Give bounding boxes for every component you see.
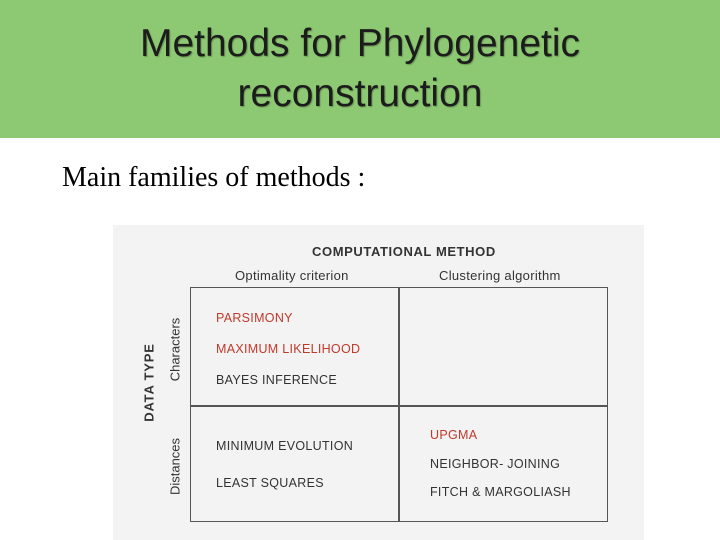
methods-figure xyxy=(113,225,644,540)
method-parsimony: PARSIMONY xyxy=(216,311,293,325)
optimality-criterion-header: Optimality criterion xyxy=(235,268,349,283)
method-bayes-inference: BAYES INFERENCE xyxy=(216,373,337,387)
method-upgma: UPGMA xyxy=(430,428,478,442)
method-fitch-margoliash: FITCH & MARGOLIASH xyxy=(430,485,571,499)
data-type-header: DATA TYPE xyxy=(141,343,157,422)
characters-header: Characters xyxy=(167,317,183,382)
method-least-squares: LEAST SQUARES xyxy=(216,476,324,490)
computational-method-header: COMPUTATIONAL METHOD xyxy=(312,244,496,259)
grid-divider-horizontal xyxy=(190,405,608,407)
method-minimum-evolution: MINIMUM EVOLUTION xyxy=(216,439,354,453)
method-maximum-likelihood: MAXIMUM LIKELIHOOD xyxy=(216,342,361,356)
slide-title-line-2: reconstruction xyxy=(237,72,483,115)
slide-title-line-1: Methods for Phylogenetic xyxy=(139,22,581,65)
method-neighbor-joining: NEIGHBOR- JOINING xyxy=(430,457,561,471)
clustering-algorithm-header: Clustering algorithm xyxy=(439,268,561,283)
slide-subtitle: Main families of methods : xyxy=(62,162,366,193)
title-bar xyxy=(0,0,720,138)
distances-header: Distances xyxy=(167,437,183,496)
